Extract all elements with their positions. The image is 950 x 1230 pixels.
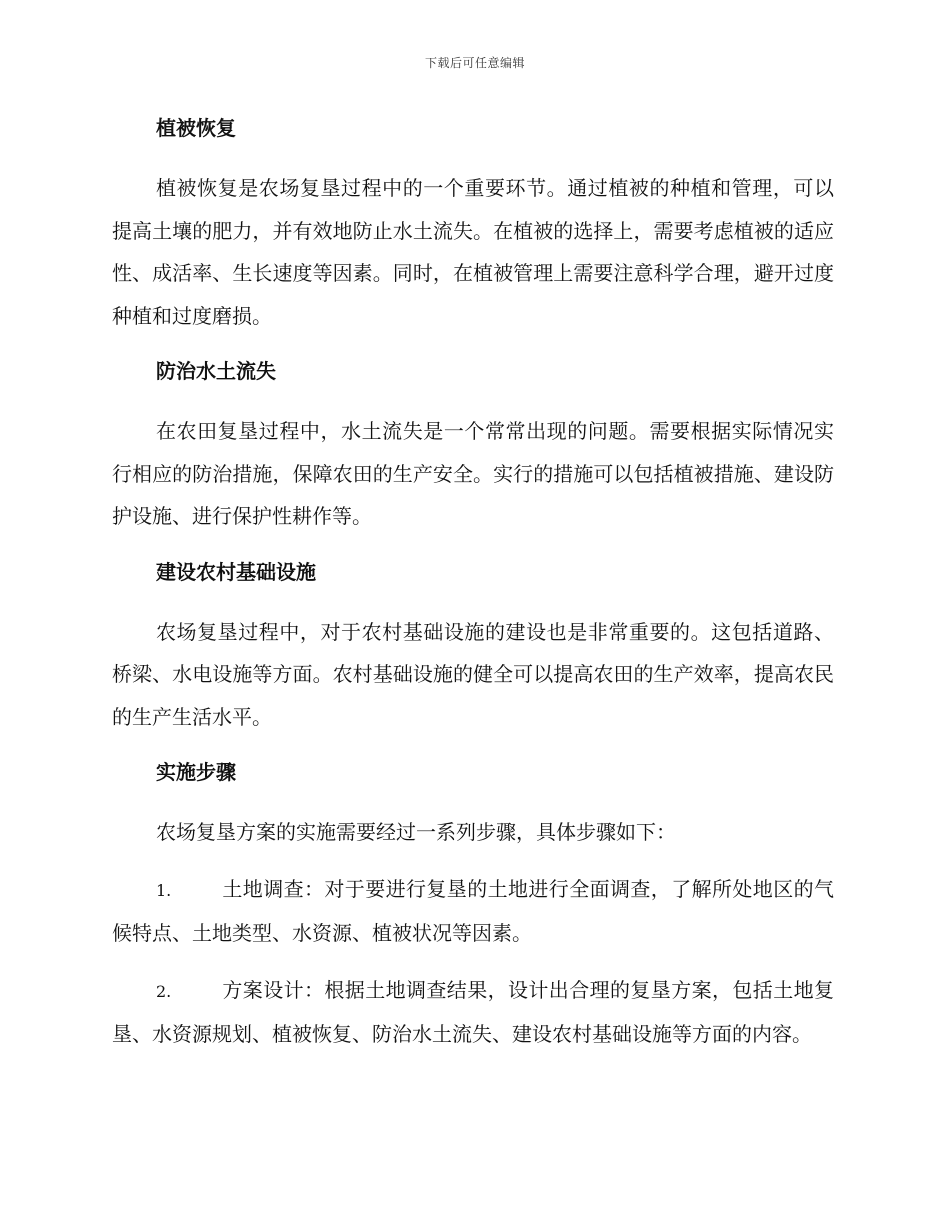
section-heading-implementation: 实施步骤 [156, 760, 236, 784]
page-header: 下载后可任意编辑 [424, 56, 525, 70]
section-paragraph-erosion-control: 在农田复垦过程中，水土流失是一个常常出现的问题。需要根据实际情况实行相应的防治措施，保障农田的生产安全。实行的措施可以包括植被措施、建设防护设施、进行保护性耕作等。 [112, 419, 834, 528]
section-paragraph-implementation: 农场复垦方案的实施需要经过一系列步骤，具体步骤如下： [156, 820, 676, 844]
list-item [112, 969, 834, 1056]
list-item-text: 土地调查：对于要进行复垦的土地进行全面调查，了解所处地区的气候特点、土地类型、水资源、植被状况等因素。 [112, 876, 834, 945]
section-heading-vegetation: 植被恢复 [156, 116, 236, 140]
list-item-number: 1. [156, 880, 172, 900]
list-item-text: 方案设计：根据土地调查结果，设计出合理的复垦方案，包括土地复垦、水资源规划、植被恢复、防治水土流失、建设农村基础设施等方面的内容。 [112, 977, 834, 1046]
section-paragraph-infrastructure: 农场复垦过程中，对于农村基础设施的建设也是非常重要的。这包括道路、桥梁、水电设施等方面。农村基础设施的健全可以提高农田的生产效率，提高农民的生产生活水平。 [112, 619, 834, 729]
document-body [112, 108, 834, 1070]
list-item [112, 868, 834, 955]
list-item-number: 2. [156, 981, 172, 1001]
section-heading-erosion-control: 防治水土流失 [156, 359, 276, 383]
section-paragraph-vegetation: 植被恢复是农场复垦过程中的一个重要环节。通过植被的种植和管理，可以提高土壤的肥力，并有效地防止水土流失。在植被的选择上，需要考虑植被的适应性、成活率、生长速度等因素。同时，在植被管理上需要注意科学合理，避开过度种植和过度磨损。 [112, 176, 834, 328]
section-heading-infrastructure: 建设农村基础设施 [156, 559, 316, 584]
